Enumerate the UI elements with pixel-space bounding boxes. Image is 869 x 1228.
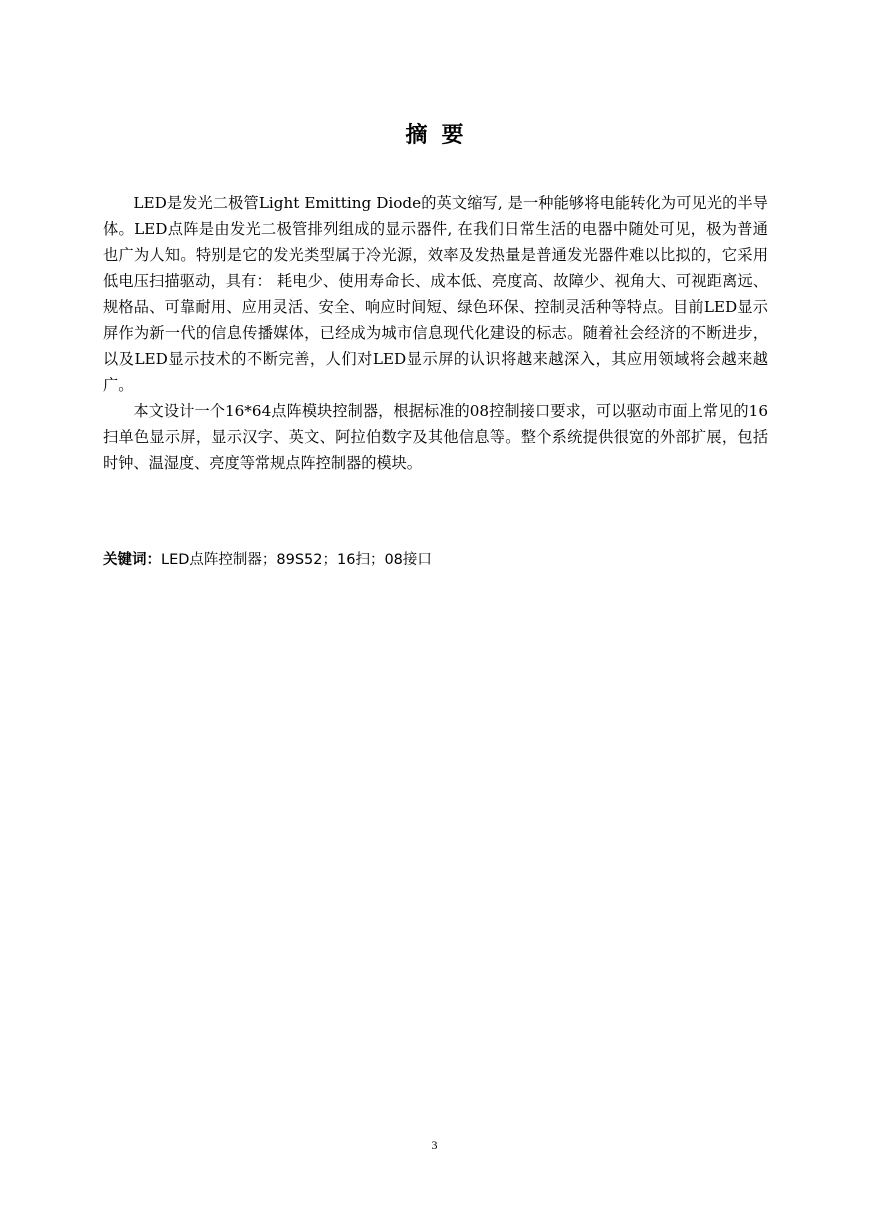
abstract-body	[103, 190, 768, 476]
abstract-paragraph-1: LED是发光二极管Light Emitting Diode的英文缩写, 是一种能够将电能转化为可见光的半导体。LED点阵是由发光二极管排列组成的显示器件, 在我们日常生活的电器中随处可见，极为普通也广为人知。特别是它的发光类型属于冷光源，效率及发热量是普通发光器件难以比拟的，它采用低电压扫描驱动，具有： 耗电少、使用寿命长、成本低、亮度高、故障少、视角大、可视距离远、规格品、可靠耐用、应用灵活、安全、响应时间短、绿色环保、控制灵活种等特点。目前LED显示屏作为新一代的信息传播媒体，已经成为城市信息现代化建设的标志。随着社会经济的不断进步，以及LED显示技术的不断完善，人们对LED显示屏的认识将越来越深入，其应用领域将会越来越广。	[103, 194, 768, 394]
page-number: 3	[431, 1138, 438, 1152]
abstract-paragraph-2: 本文设计一个16*64点阵模块控制器，根据标准的08控制接口要求，可以驱动市面上常见的16扫单色显示屏，显示汉字、英文、阿拉伯数字及其他信息等。整个系统提供很宽的外部扩展，包括时钟、温湿度、亮度等常规点阵控制器的模块。	[103, 402, 768, 472]
keywords-value: LED点阵控制器；89S52；16扫；08接口	[161, 552, 432, 568]
keywords-line	[103, 548, 432, 572]
keywords-label: 关键词：	[103, 552, 161, 568]
page-title: 摘要	[405, 123, 478, 148]
